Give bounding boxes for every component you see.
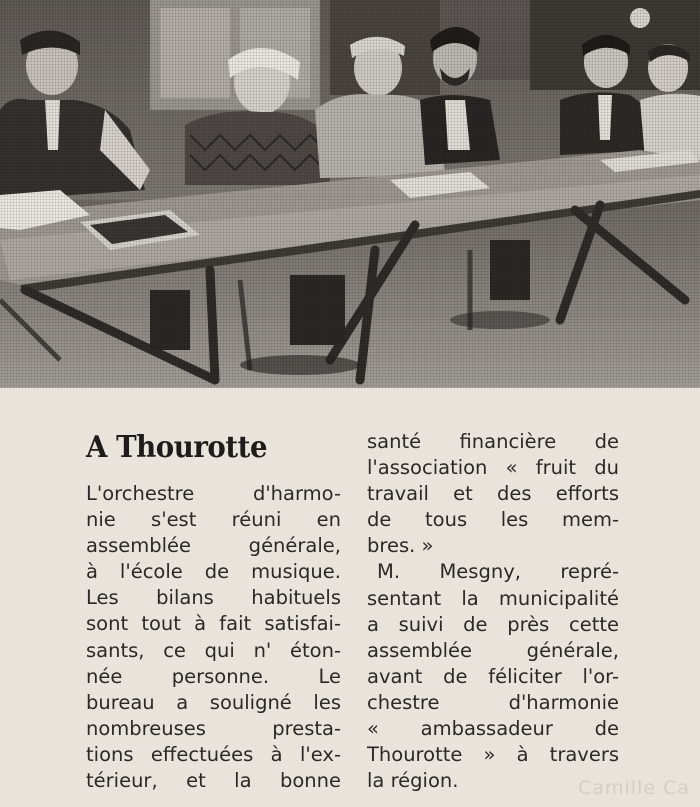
text-line: de tous les mem- xyxy=(367,508,619,532)
photo-meeting-scene xyxy=(0,0,700,388)
text-line: à l'école de musique. xyxy=(86,560,341,584)
text-line: bres. » xyxy=(367,534,434,558)
text-line: bureau a souligné les xyxy=(86,690,341,714)
text-line: avant de féliciter l'or- xyxy=(367,664,619,688)
text-line: térieur, et la bonne xyxy=(86,769,341,793)
text-line: assemblée générale, xyxy=(86,534,341,558)
text-line: L'orchestre d'harmo- xyxy=(86,482,341,505)
text-line: la région. xyxy=(367,769,459,793)
article xyxy=(0,388,700,807)
text-line: sentant la municipalité xyxy=(367,586,619,610)
text-line: tions effectuées à l'ex- xyxy=(86,742,341,766)
text-line: « ambassadeur de xyxy=(367,717,619,741)
text-line: M. Mesgny, repré- xyxy=(377,560,619,584)
text-line: nombreuses presta- xyxy=(86,716,341,740)
text-line: a suivi de près cette xyxy=(367,612,619,636)
text-line: Les bilans habituels xyxy=(86,586,341,610)
article-column-right xyxy=(367,429,619,794)
text-line: nie s'est réuni en xyxy=(86,508,341,532)
text-line: Thourotte » à travers xyxy=(367,743,619,767)
text-line: chestre d'harmonie xyxy=(367,690,619,714)
show-through-text: Camille Ca xyxy=(578,777,690,799)
text-line: travail et des efforts xyxy=(367,482,619,506)
text-line: assemblée générale, xyxy=(367,638,619,662)
news-photo xyxy=(0,0,700,388)
text-line: santé financière de xyxy=(367,430,619,453)
text-line: l'association « fruit du xyxy=(367,456,619,480)
text-line: sont tout à fait satisfai- xyxy=(86,612,341,636)
text-line: sants, ce qui n' éton- xyxy=(86,638,341,662)
article-column-left xyxy=(86,481,341,794)
article-headline: A Thourotte xyxy=(86,430,268,465)
text-line: née personne. Le xyxy=(86,664,341,688)
